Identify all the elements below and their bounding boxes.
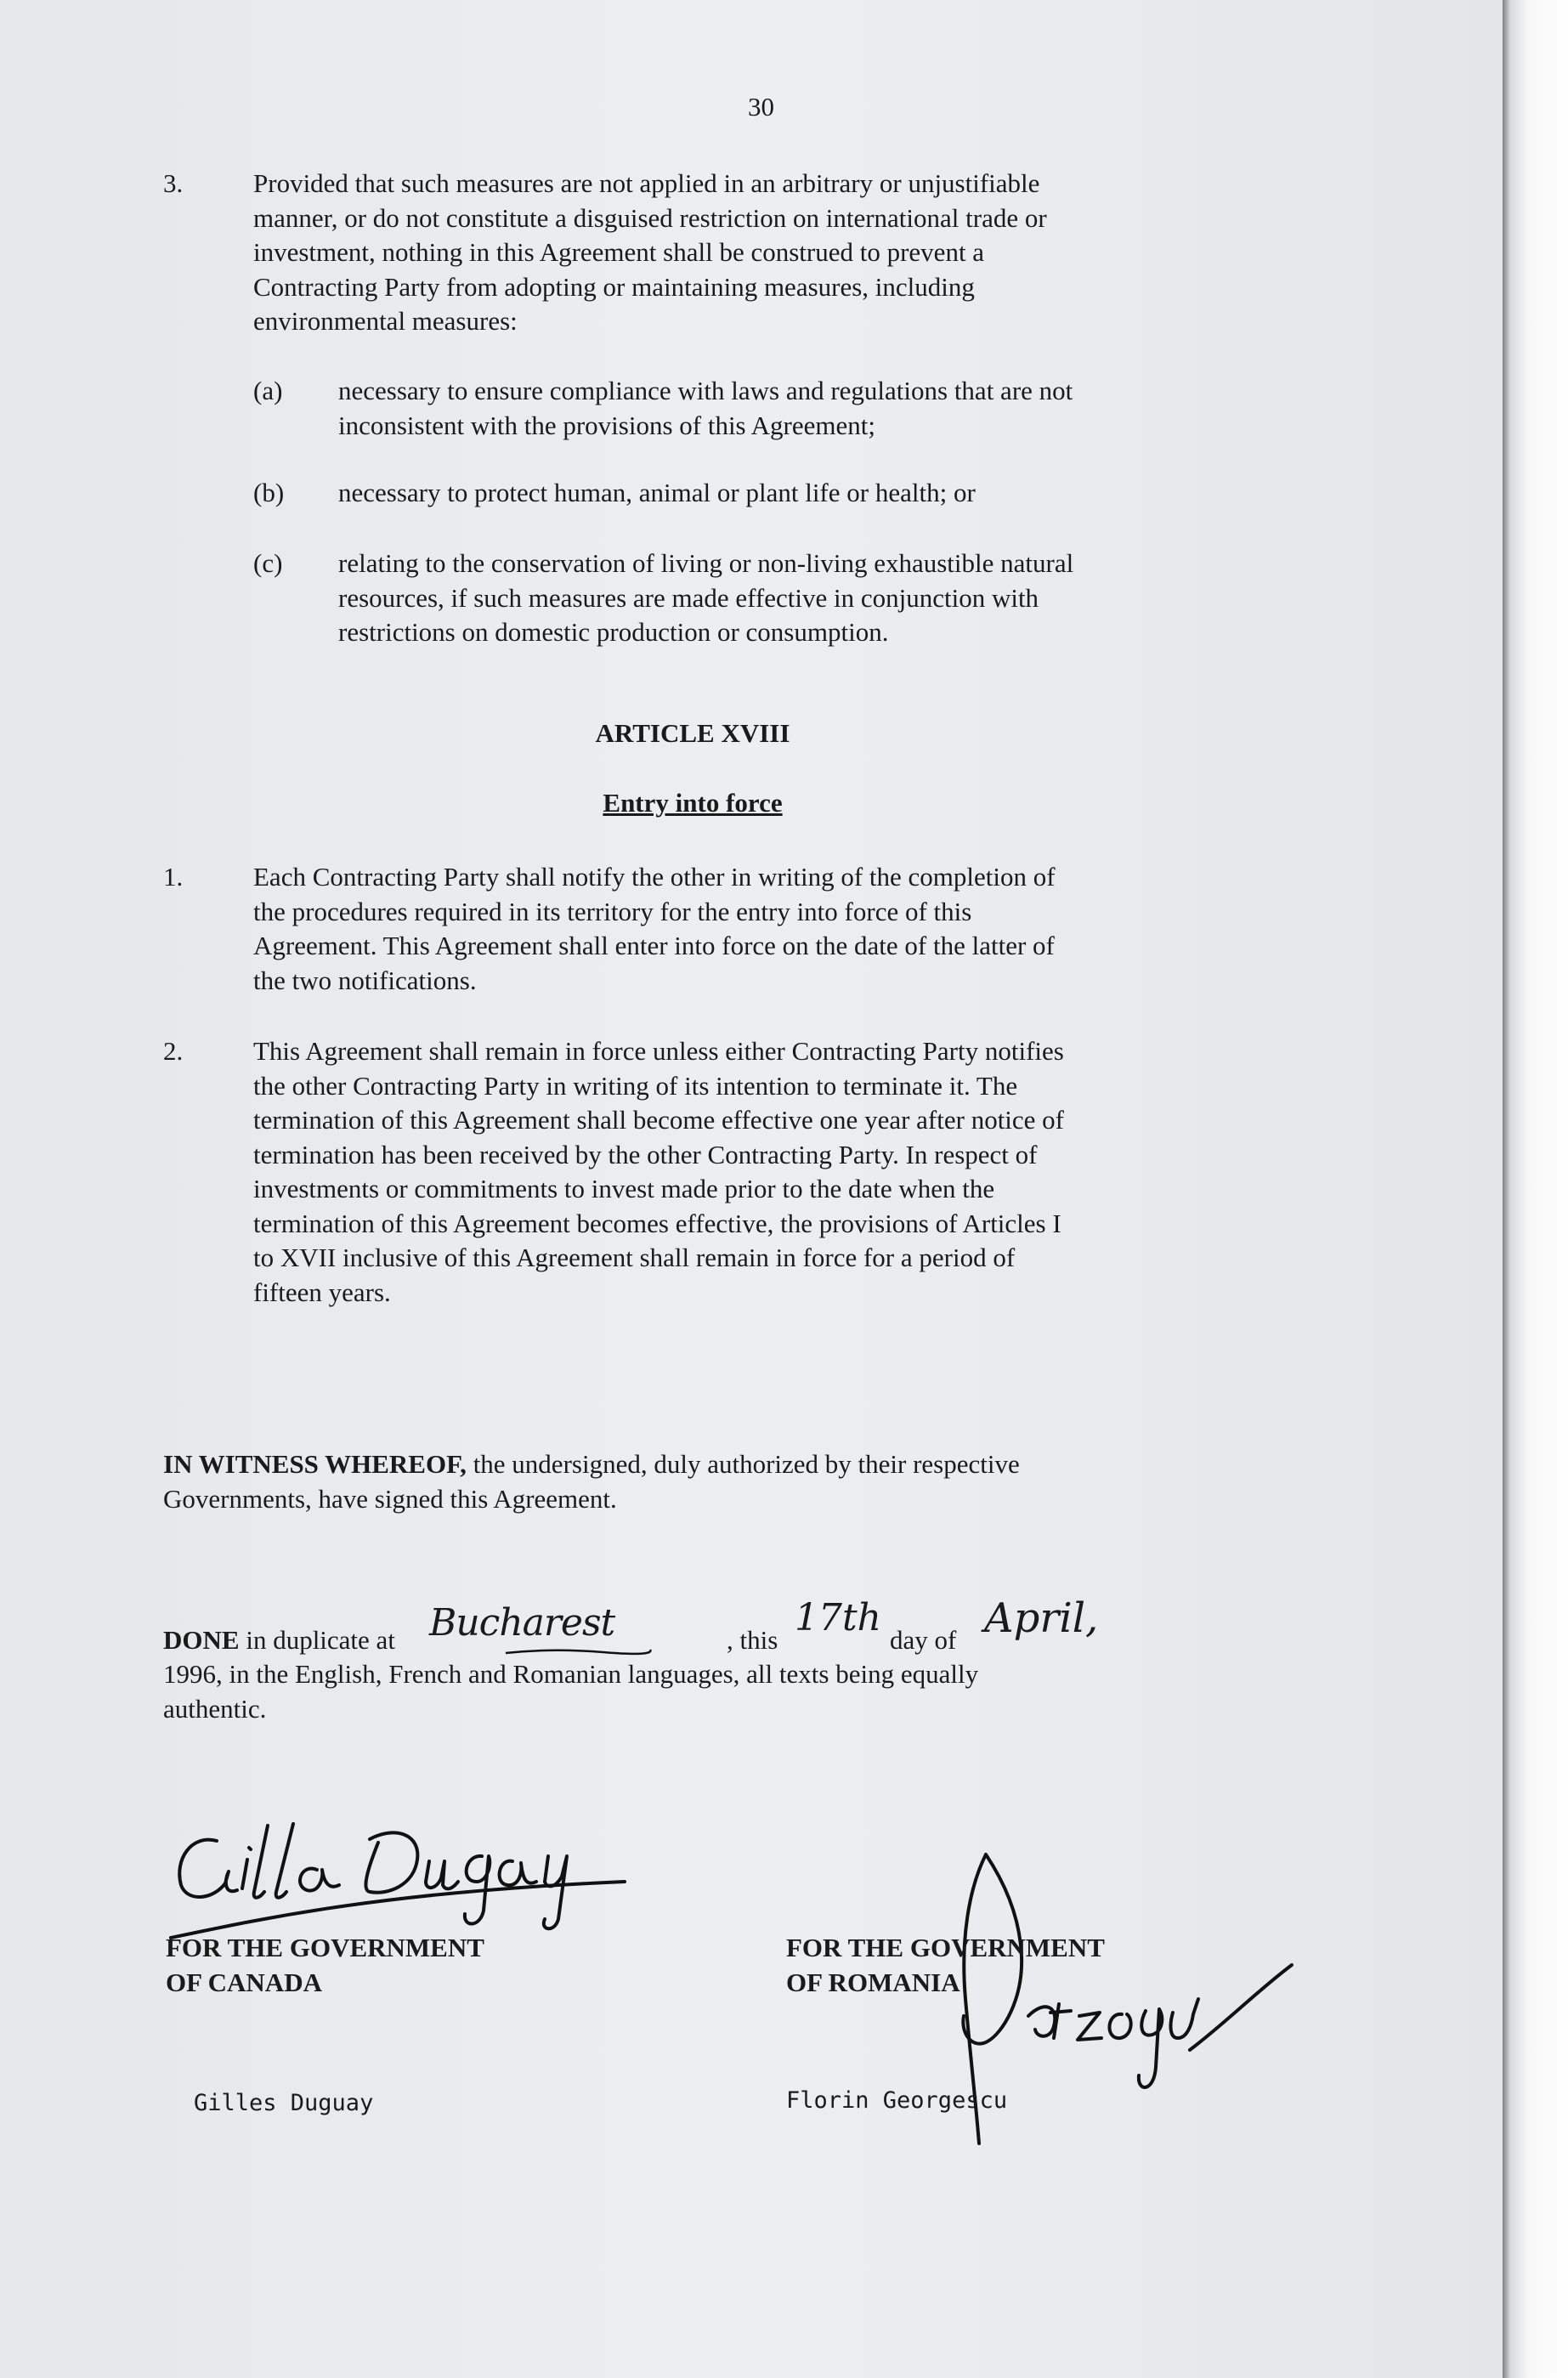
done-line-1 [163,1623,395,1658]
done-continuation [163,1657,978,1726]
item-c-label: (c) [253,548,283,578]
text-line: necessary to protect human, animal or plant life or health; or [338,478,976,507]
item-a-label: (a) [253,376,283,405]
text-line: environmental measures: [253,306,518,336]
item-c-text [338,546,1073,650]
done-bold: DONE [163,1625,240,1655]
text-line: Contracting Party from adopting or maintaining measures, including [253,271,975,302]
done-part3: day of [890,1625,957,1655]
page-number: 30 [748,92,774,122]
text-line: termination has been received by the other Contracting Party. In respect of [253,1139,1038,1169]
text-line: Governments, have signed this Agreement. [163,1483,617,1514]
signatory-name-romania: Florin Georgescu [786,2087,1008,2114]
done-part2: , this [727,1625,778,1655]
text-line: FOR THE GOVERNMENT [166,1933,484,1962]
text-line: manner, or do not constitute a disguised restriction on international trade or [253,202,1047,233]
handwritten-month: April, [984,1594,1099,1642]
text-line: resources, if such measures are made effective in conjunction with [338,582,1039,613]
text-line: investments or commitments to invest made prior to the date when the [253,1174,995,1203]
done-part1: in duplicate at [239,1625,395,1655]
witness-rest: the undersigned, duly authorized by their respective [466,1449,1020,1479]
paragraph-2-text [253,1034,1064,1310]
paragraph-1-text [253,860,1056,998]
text-line: Provided that such measures are not applied in an arbitrary or unjustifiable [253,168,1040,198]
item-b-label: (b) [253,478,285,507]
article-subtitle: Entry into force [603,788,783,818]
text-line: OF ROMANIA [786,1967,960,1997]
item-b-text [338,476,976,511]
text-line: the procedures required in its territory for the entry into force of this [253,896,972,926]
text-line: Each Contracting Party shall notify the other in writing of the completion of [253,862,1056,892]
text-line: OF CANADA [166,1967,322,1997]
text-line: termination of this Agreement becomes effective, the provisions of Articles I [253,1208,1061,1238]
signatory-romania [786,1931,1105,2000]
signatory-canada [166,1931,484,2000]
witness-clause [163,1447,1020,1516]
text-line: investment, nothing in this Agreement shall be construed to prevent a [253,237,985,267]
text-line: This Agreement shall remain in force unless either Contracting Party notifies [253,1036,1064,1066]
text-line: relating to the conservation of living or non-living exhaustible natural [338,548,1074,578]
text-line: restrictions on domestic production or consumption. [338,617,889,647]
paragraph-2-number: 2. [163,1036,184,1066]
witness-bold: IN WITNESS WHEREOF, [163,1449,467,1479]
handwritten-place: Bucharest [429,1601,615,1645]
text-line: necessary to ensure compliance with laws and regulations that are not [338,376,1073,405]
text-line: Agreement. This Agreement shall enter into force on the date of the latter of [253,931,1055,960]
text-line: the other Contracting Party in writing of its intention to terminate it. The [253,1070,1018,1101]
text-line: the two notifications. [253,965,477,995]
article-title: ARTICLE XVIII [595,718,790,748]
section-3-text [253,167,1047,339]
handwritten-day: 17th [795,1596,882,1639]
signature-canada [166,1800,642,1945]
section-3-number: 3. [163,168,184,198]
text-line: 1996, in the English, French and Romanian languages, all texts being equally [163,1659,979,1689]
item-a-text [338,374,1073,443]
page-edge [1503,0,1568,2378]
text-line: FOR THE GOVERNMENT [786,1933,1105,1962]
text-line: to XVII inclusive of this Agreement shall remain in force for a period of [253,1243,1016,1272]
paragraph-1-number: 1. [163,862,184,892]
text-line [163,1447,1020,1482]
text-line: termination of this Agreement shall become effective one year after notice of [253,1105,1065,1135]
text-line: fifteen years. [253,1277,391,1307]
text-line: inconsistent with the provisions of this Agreement; [338,410,875,440]
text-line: authentic. [163,1693,267,1724]
signatory-name-canada: Gilles Duguay [194,2090,374,2116]
